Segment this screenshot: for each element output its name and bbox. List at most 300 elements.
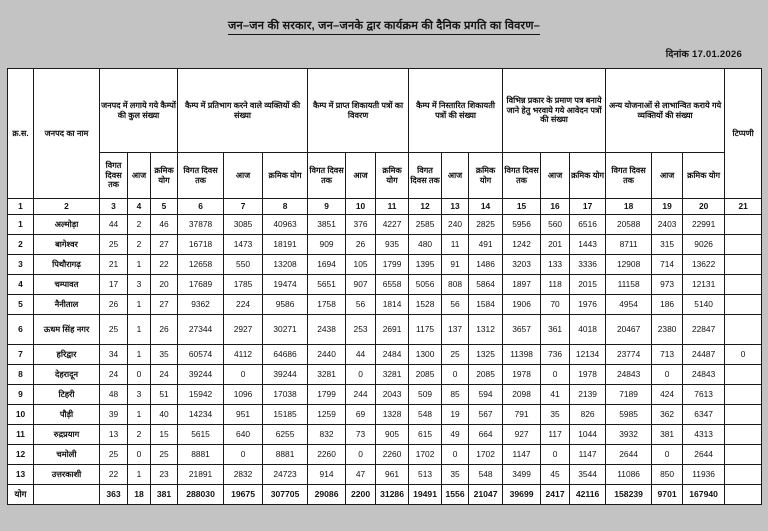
col-group-complaints-received: कैम्प में प्राप्त शिकायती पत्रों का विवरण xyxy=(308,69,409,153)
table-cell: 15185 xyxy=(263,405,308,425)
total-cell: 2200 xyxy=(346,485,376,505)
table-cell: 3203 xyxy=(503,255,541,275)
table-cell: 791 xyxy=(503,405,541,425)
column-number-cell: 10 xyxy=(346,199,376,215)
table-cell: 17 xyxy=(100,275,128,295)
table-cell: 24843 xyxy=(606,365,652,385)
sub-col-header-8: आज xyxy=(346,153,376,199)
table-cell: 1 xyxy=(128,345,151,365)
table-cell: 117 xyxy=(541,425,570,445)
sub-col-header-13: विगत दिवस तक xyxy=(503,153,541,199)
table-cell: 45 xyxy=(541,465,570,485)
column-number-cell: 8 xyxy=(263,199,308,215)
table-cell: 5651 xyxy=(308,275,346,295)
table-cell: 1096 xyxy=(224,385,263,405)
table-cell: 513 xyxy=(409,465,442,485)
table-cell: 30271 xyxy=(263,315,308,345)
table-cell: 424 xyxy=(652,385,683,405)
table-cell: 19 xyxy=(442,405,469,425)
row-serial-number: 11 xyxy=(8,425,34,445)
table-cell: 2098 xyxy=(503,385,541,405)
table-cell: 0 xyxy=(652,445,683,465)
column-number-cell: 1 xyxy=(8,199,34,215)
table-cell: 25 xyxy=(100,235,128,255)
table-head xyxy=(8,69,762,199)
total-cell: 19675 xyxy=(224,485,263,505)
table-cell: 480 xyxy=(409,235,442,255)
table-cell: 13 xyxy=(100,425,128,445)
table-cell: 2 xyxy=(128,235,151,255)
column-number-cell: 5 xyxy=(151,199,178,215)
table-cell: 85 xyxy=(442,385,469,405)
total-cell xyxy=(725,485,762,505)
table-row xyxy=(8,315,762,345)
col-group-complaints-resolved: कैम्प में निस्तारित शिकायती पत्रों की संख्या xyxy=(409,69,503,153)
total-cell: 363 xyxy=(100,485,128,505)
table-cell: 2585 xyxy=(409,215,442,235)
table-cell: 2691 xyxy=(376,315,409,345)
total-cell: 31286 xyxy=(376,485,409,505)
table-row xyxy=(8,295,762,315)
table-cell: 118 xyxy=(541,275,570,295)
table-cell: 1694 xyxy=(308,255,346,275)
table-cell: 3281 xyxy=(308,365,346,385)
total-district-blank xyxy=(34,485,100,505)
column-number-cell: 4 xyxy=(128,199,151,215)
table-cell: 548 xyxy=(469,465,503,485)
table-cell: 2484 xyxy=(376,345,409,365)
table-cell: 20588 xyxy=(606,215,652,235)
table-cell: 0 xyxy=(224,365,263,385)
sub-col-header-11: आज xyxy=(442,153,469,199)
total-cell: 158239 xyxy=(606,485,652,505)
table-cell: 1147 xyxy=(503,445,541,465)
table-cell: 1300 xyxy=(409,345,442,365)
table-cell: 186 xyxy=(652,295,683,315)
table-cell: 1799 xyxy=(308,385,346,405)
table-cell: 5956 xyxy=(503,215,541,235)
table-cell: 25 xyxy=(100,445,128,465)
table-cell: 23774 xyxy=(606,345,652,365)
table-cell: 2927 xyxy=(224,315,263,345)
column-number-cell: 20 xyxy=(683,199,725,215)
group-header-row xyxy=(8,69,762,153)
table-cell: 25 xyxy=(442,345,469,365)
table-cell: 23 xyxy=(151,465,178,485)
table-cell: 1443 xyxy=(570,235,606,255)
table-cell: 11086 xyxy=(606,465,652,485)
table-cell: 24487 xyxy=(683,345,725,365)
table-cell: 11 xyxy=(442,235,469,255)
table-row xyxy=(8,345,762,365)
document-header xyxy=(0,0,768,37)
row-serial-number: 2 xyxy=(8,235,34,255)
document-date-row xyxy=(0,37,768,68)
column-number-cell: 17 xyxy=(570,199,606,215)
table-cell: 17689 xyxy=(178,275,224,295)
table-cell: 640 xyxy=(224,425,263,445)
daily-progress-table xyxy=(7,68,762,505)
table-cell: 1702 xyxy=(409,445,442,465)
table-cell: 12134 xyxy=(570,345,606,365)
table-cell: 2 xyxy=(128,425,151,445)
table-cell: 7189 xyxy=(606,385,652,405)
table-cell: 2 xyxy=(128,215,151,235)
table-cell: 3851 xyxy=(308,215,346,235)
sub-col-header-7: विगत दिवस तक xyxy=(308,153,346,199)
table-cell xyxy=(725,235,762,255)
table-cell: 560 xyxy=(541,215,570,235)
column-number-cell: 18 xyxy=(606,199,652,215)
table-cell: 664 xyxy=(469,425,503,445)
table-cell: 14234 xyxy=(178,405,224,425)
table-cell: 0 xyxy=(442,445,469,465)
table-cell: 548 xyxy=(409,405,442,425)
table-cell: 509 xyxy=(409,385,442,405)
column-number-cell: 11 xyxy=(376,199,409,215)
row-serial-number: 1 xyxy=(8,215,34,235)
table-cell: 1584 xyxy=(469,295,503,315)
total-cell: 1556 xyxy=(442,485,469,505)
table-cell: 1147 xyxy=(570,445,606,465)
total-label: योग xyxy=(8,485,34,505)
total-cell: 19491 xyxy=(409,485,442,505)
table-cell: 70 xyxy=(541,295,570,315)
table-body xyxy=(8,199,762,505)
table-cell: 8711 xyxy=(606,235,652,255)
table-cell: 850 xyxy=(652,465,683,485)
row-district-name: बागेश्वर xyxy=(34,235,100,255)
table-cell: 1 xyxy=(128,295,151,315)
table-cell: 361 xyxy=(541,315,570,345)
table-cell: 253 xyxy=(346,315,376,345)
column-number-cell: 3 xyxy=(100,199,128,215)
table-cell: 15 xyxy=(151,425,178,445)
table-cell: 1328 xyxy=(376,405,409,425)
table-row xyxy=(8,425,762,445)
table-cell: 34 xyxy=(100,345,128,365)
row-district-name: देहरादून xyxy=(34,365,100,385)
col-group-participants: कैम्प में प्रतिभाग करने वाले व्यक्तियों की संख्या xyxy=(178,69,308,153)
table-cell: 41 xyxy=(541,385,570,405)
sub-col-header-17: आज xyxy=(652,153,683,199)
table-cell: 24 xyxy=(151,365,178,385)
column-number-cell: 16 xyxy=(541,199,570,215)
table-cell: 909 xyxy=(308,235,346,255)
sub-col-header-3: क्रमिक योग xyxy=(151,153,178,199)
table-cell xyxy=(725,215,762,235)
sub-col-header-16: विगत दिवस तक xyxy=(606,153,652,199)
table-cell: 0 xyxy=(128,365,151,385)
sub-col-header-18: क्रमिक योग xyxy=(683,153,725,199)
table-cell: 3 xyxy=(128,275,151,295)
table-cell: 9026 xyxy=(683,235,725,255)
table-cell: 935 xyxy=(376,235,409,255)
table-cell: 4112 xyxy=(224,345,263,365)
table-cell: 15942 xyxy=(178,385,224,405)
table-cell: 8881 xyxy=(178,445,224,465)
table-cell: 19474 xyxy=(263,275,308,295)
table-cell: 3085 xyxy=(224,215,263,235)
row-serial-number: 13 xyxy=(8,465,34,485)
table-cell: 26 xyxy=(151,315,178,345)
table-cell xyxy=(725,425,762,445)
table-cell: 201 xyxy=(541,235,570,255)
table-cell: 0 xyxy=(128,445,151,465)
table-cell: 60574 xyxy=(178,345,224,365)
table-cell: 12131 xyxy=(683,275,725,295)
table-cell: 6347 xyxy=(683,405,725,425)
table-cell: 5140 xyxy=(683,295,725,315)
table-cell: 12658 xyxy=(178,255,224,275)
table-cell: 491 xyxy=(469,235,503,255)
table-row xyxy=(8,215,762,235)
document-date: दिनांक 17.01.2026 xyxy=(665,49,742,60)
col-group-certificate-applications: विभिन्न प्रकार के प्रमाण पत्र बनाये जाने हेतु भरवाये गये आवेदन पत्रों की संख्या xyxy=(503,69,606,153)
table-cell: 39244 xyxy=(178,365,224,385)
table-cell: 2015 xyxy=(570,275,606,295)
row-district-name: चम्पावत xyxy=(34,275,100,295)
table-cell: 961 xyxy=(376,465,409,485)
table-cell: 48 xyxy=(100,385,128,405)
column-number-cell: 9 xyxy=(308,199,346,215)
table-cell: 1325 xyxy=(469,345,503,365)
column-number-cell: 15 xyxy=(503,199,541,215)
table-cell: 1758 xyxy=(308,295,346,315)
table-cell: 2644 xyxy=(606,445,652,465)
table-cell: 137 xyxy=(442,315,469,345)
row-serial-number: 8 xyxy=(8,365,34,385)
table-cell: 0 xyxy=(346,445,376,465)
col-header-district: जनपद का नाम xyxy=(34,69,100,199)
table-cell: 5864 xyxy=(469,275,503,295)
table-cell: 51 xyxy=(151,385,178,405)
table-row xyxy=(8,405,762,425)
table-cell: 1799 xyxy=(376,255,409,275)
table-row xyxy=(8,365,762,385)
table-cell: 5615 xyxy=(178,425,224,445)
column-number-cell: 6 xyxy=(178,199,224,215)
table-cell: 105 xyxy=(346,255,376,275)
table-cell: 0 xyxy=(346,365,376,385)
table-total-row xyxy=(8,485,762,505)
table-cell: 381 xyxy=(652,425,683,445)
table-cell xyxy=(725,295,762,315)
table-cell xyxy=(725,405,762,425)
table-cell: 27 xyxy=(151,235,178,255)
table-cell: 8881 xyxy=(263,445,308,465)
column-number-row xyxy=(8,199,762,215)
table-cell: 550 xyxy=(224,255,263,275)
table-cell: 362 xyxy=(652,405,683,425)
table-cell: 46 xyxy=(151,215,178,235)
sub-col-header-5: आज xyxy=(224,153,263,199)
table-cell xyxy=(725,275,762,295)
row-serial-number: 12 xyxy=(8,445,34,465)
table-cell: 2438 xyxy=(308,315,346,345)
table-cell: 69 xyxy=(346,405,376,425)
table-row xyxy=(8,385,762,405)
table-cell: 4954 xyxy=(606,295,652,315)
table-cell xyxy=(725,255,762,275)
table-cell: 1473 xyxy=(224,235,263,255)
table-row xyxy=(8,275,762,295)
sub-col-header-4: विगत दिवस तक xyxy=(178,153,224,199)
table-cell: 240 xyxy=(442,215,469,235)
table-cell: 5985 xyxy=(606,405,652,425)
table-cell: 27344 xyxy=(178,315,224,345)
column-number-cell: 21 xyxy=(725,199,762,215)
table-cell: 2139 xyxy=(570,385,606,405)
table-cell: 0 xyxy=(442,365,469,385)
table-cell: 3336 xyxy=(570,255,606,275)
table-cell: 1259 xyxy=(308,405,346,425)
table-cell: 22991 xyxy=(683,215,725,235)
table-cell: 2825 xyxy=(469,215,503,235)
table-cell: 3544 xyxy=(570,465,606,485)
table-cell: 6255 xyxy=(263,425,308,445)
table-cell: 17038 xyxy=(263,385,308,405)
table-cell: 1 xyxy=(128,315,151,345)
table-cell: 24843 xyxy=(683,365,725,385)
table-cell: 22 xyxy=(100,465,128,485)
table-cell: 0 xyxy=(541,445,570,465)
row-district-name: रुद्रप्रयाग xyxy=(34,425,100,445)
column-number-cell: 14 xyxy=(469,199,503,215)
table-cell: 713 xyxy=(652,345,683,365)
table-cell: 35 xyxy=(442,465,469,485)
table-cell: 44 xyxy=(346,345,376,365)
total-cell: 288030 xyxy=(178,485,224,505)
table-cell: 22847 xyxy=(683,315,725,345)
row-district-name: पौड़ी xyxy=(34,405,100,425)
sub-col-header-1: विगत दिवस तक xyxy=(100,153,128,199)
total-cell: 9701 xyxy=(652,485,683,505)
table-cell: 2380 xyxy=(652,315,683,345)
table-cell: 1978 xyxy=(503,365,541,385)
table-cell: 1 xyxy=(128,465,151,485)
table-cell: 3657 xyxy=(503,315,541,345)
total-cell: 42116 xyxy=(570,485,606,505)
table-cell: 1312 xyxy=(469,315,503,345)
table-cell: 4018 xyxy=(570,315,606,345)
table-cell: 21 xyxy=(100,255,128,275)
table-cell: 3 xyxy=(128,385,151,405)
table-cell: 9362 xyxy=(178,295,224,315)
table-cell: 315 xyxy=(652,235,683,255)
table-cell: 12908 xyxy=(606,255,652,275)
table-cell: 0 xyxy=(725,345,762,365)
column-number-cell: 19 xyxy=(652,199,683,215)
table-cell: 44 xyxy=(100,215,128,235)
table-cell: 40963 xyxy=(263,215,308,235)
table-cell: 22 xyxy=(151,255,178,275)
table-cell: 1 xyxy=(128,255,151,275)
table-cell: 27 xyxy=(151,295,178,315)
table-cell: 16718 xyxy=(178,235,224,255)
table-cell: 907 xyxy=(346,275,376,295)
table-cell: 6558 xyxy=(376,275,409,295)
column-number-cell: 13 xyxy=(442,199,469,215)
table-cell: 3499 xyxy=(503,465,541,485)
table-cell: 1906 xyxy=(503,295,541,315)
table-cell: 7613 xyxy=(683,385,725,405)
table-cell: 73 xyxy=(346,425,376,445)
table-cell: 3932 xyxy=(606,425,652,445)
table-cell: 133 xyxy=(541,255,570,275)
sub-col-header-2: आज xyxy=(128,153,151,199)
table-cell xyxy=(725,445,762,465)
table-cell: 2832 xyxy=(224,465,263,485)
table-cell: 56 xyxy=(346,295,376,315)
table-cell: 9586 xyxy=(263,295,308,315)
table-cell: 1976 xyxy=(570,295,606,315)
table-cell: 4313 xyxy=(683,425,725,445)
table-cell: 2043 xyxy=(376,385,409,405)
table-cell: 1 xyxy=(128,405,151,425)
row-serial-number: 9 xyxy=(8,385,34,405)
table-cell: 615 xyxy=(409,425,442,445)
table-cell: 951 xyxy=(224,405,263,425)
column-number-cell: 7 xyxy=(224,199,263,215)
table-cell: 2260 xyxy=(308,445,346,465)
table-cell: 1395 xyxy=(409,255,442,275)
table-cell: 5056 xyxy=(409,275,442,295)
table-cell: 826 xyxy=(570,405,606,425)
row-serial-number: 10 xyxy=(8,405,34,425)
table-cell: 2085 xyxy=(409,365,442,385)
table-cell: 3281 xyxy=(376,365,409,385)
table-cell: 35 xyxy=(541,405,570,425)
table-cell: 594 xyxy=(469,385,503,405)
table-cell xyxy=(725,465,762,485)
sub-col-header-15: क्रमिक योग xyxy=(570,153,606,199)
table-cell: 11158 xyxy=(606,275,652,295)
table-cell: 1897 xyxy=(503,275,541,295)
total-cell: 39699 xyxy=(503,485,541,505)
total-cell: 18 xyxy=(128,485,151,505)
table-cell: 0 xyxy=(652,365,683,385)
table-cell: 56 xyxy=(442,295,469,315)
table-cell xyxy=(725,315,762,345)
table-row xyxy=(8,465,762,485)
table-row xyxy=(8,235,762,255)
table-row xyxy=(8,445,762,465)
page-title: जन–जन की सरकार, जन–जनके द्वार कार्यक्रम की दैनिक प्रगति का विवरण– xyxy=(228,19,540,35)
table-cell: 808 xyxy=(442,275,469,295)
sub-col-header-9: क्रमिक योग xyxy=(376,153,409,199)
row-serial-number: 6 xyxy=(8,315,34,345)
table-cell: 37878 xyxy=(178,215,224,235)
table-cell: 1978 xyxy=(570,365,606,385)
table-cell: 6516 xyxy=(570,215,606,235)
total-cell: 307705 xyxy=(263,485,308,505)
total-cell: 21047 xyxy=(469,485,503,505)
table-cell: 2260 xyxy=(376,445,409,465)
table-cell: 24723 xyxy=(263,465,308,485)
table-cell xyxy=(725,385,762,405)
total-cell: 381 xyxy=(151,485,178,505)
table-cell: 0 xyxy=(541,365,570,385)
table-cell: 973 xyxy=(652,275,683,295)
table-cell: 905 xyxy=(376,425,409,445)
row-serial-number: 3 xyxy=(8,255,34,275)
table-cell: 1486 xyxy=(469,255,503,275)
row-serial-number: 5 xyxy=(8,295,34,315)
row-serial-number: 7 xyxy=(8,345,34,365)
table-cell: 4227 xyxy=(376,215,409,235)
col-group-total-camps: जनपद में लगाये गये कैम्पों की कुल संख्या xyxy=(100,69,178,153)
